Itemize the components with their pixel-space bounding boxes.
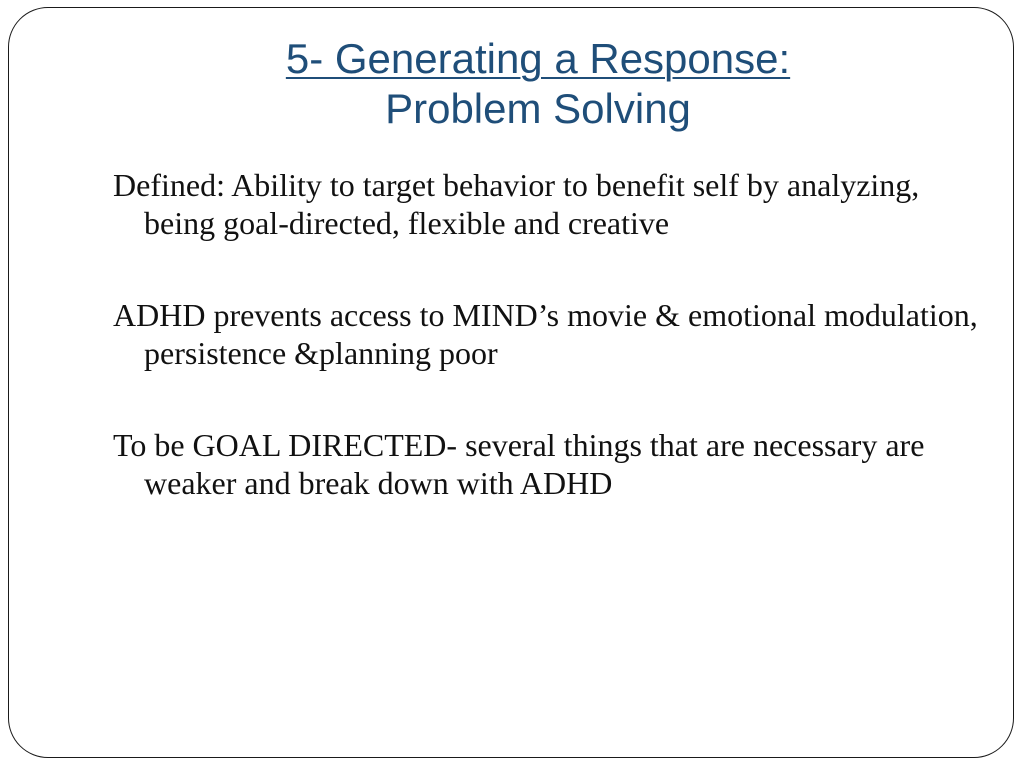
slide-title xyxy=(0,34,1024,134)
paragraph-goal-directed: To be GOAL DIRECTED- several things that are necessary are weaker and break down with ADHD xyxy=(113,427,925,501)
title-line-1: 5- Generating a Response: xyxy=(285,35,791,82)
slide-body xyxy=(113,166,983,502)
paragraph-definition: Defined: Ability to target behavior to benefit self by analyzing, being goal-directed, flexible and creative xyxy=(113,167,920,241)
title-line-2: Problem Solving xyxy=(385,85,691,132)
paragraph-adhd-access: ADHD prevents access to MIND’s movie & emotional modulation, persistence &planning poor xyxy=(113,297,978,371)
